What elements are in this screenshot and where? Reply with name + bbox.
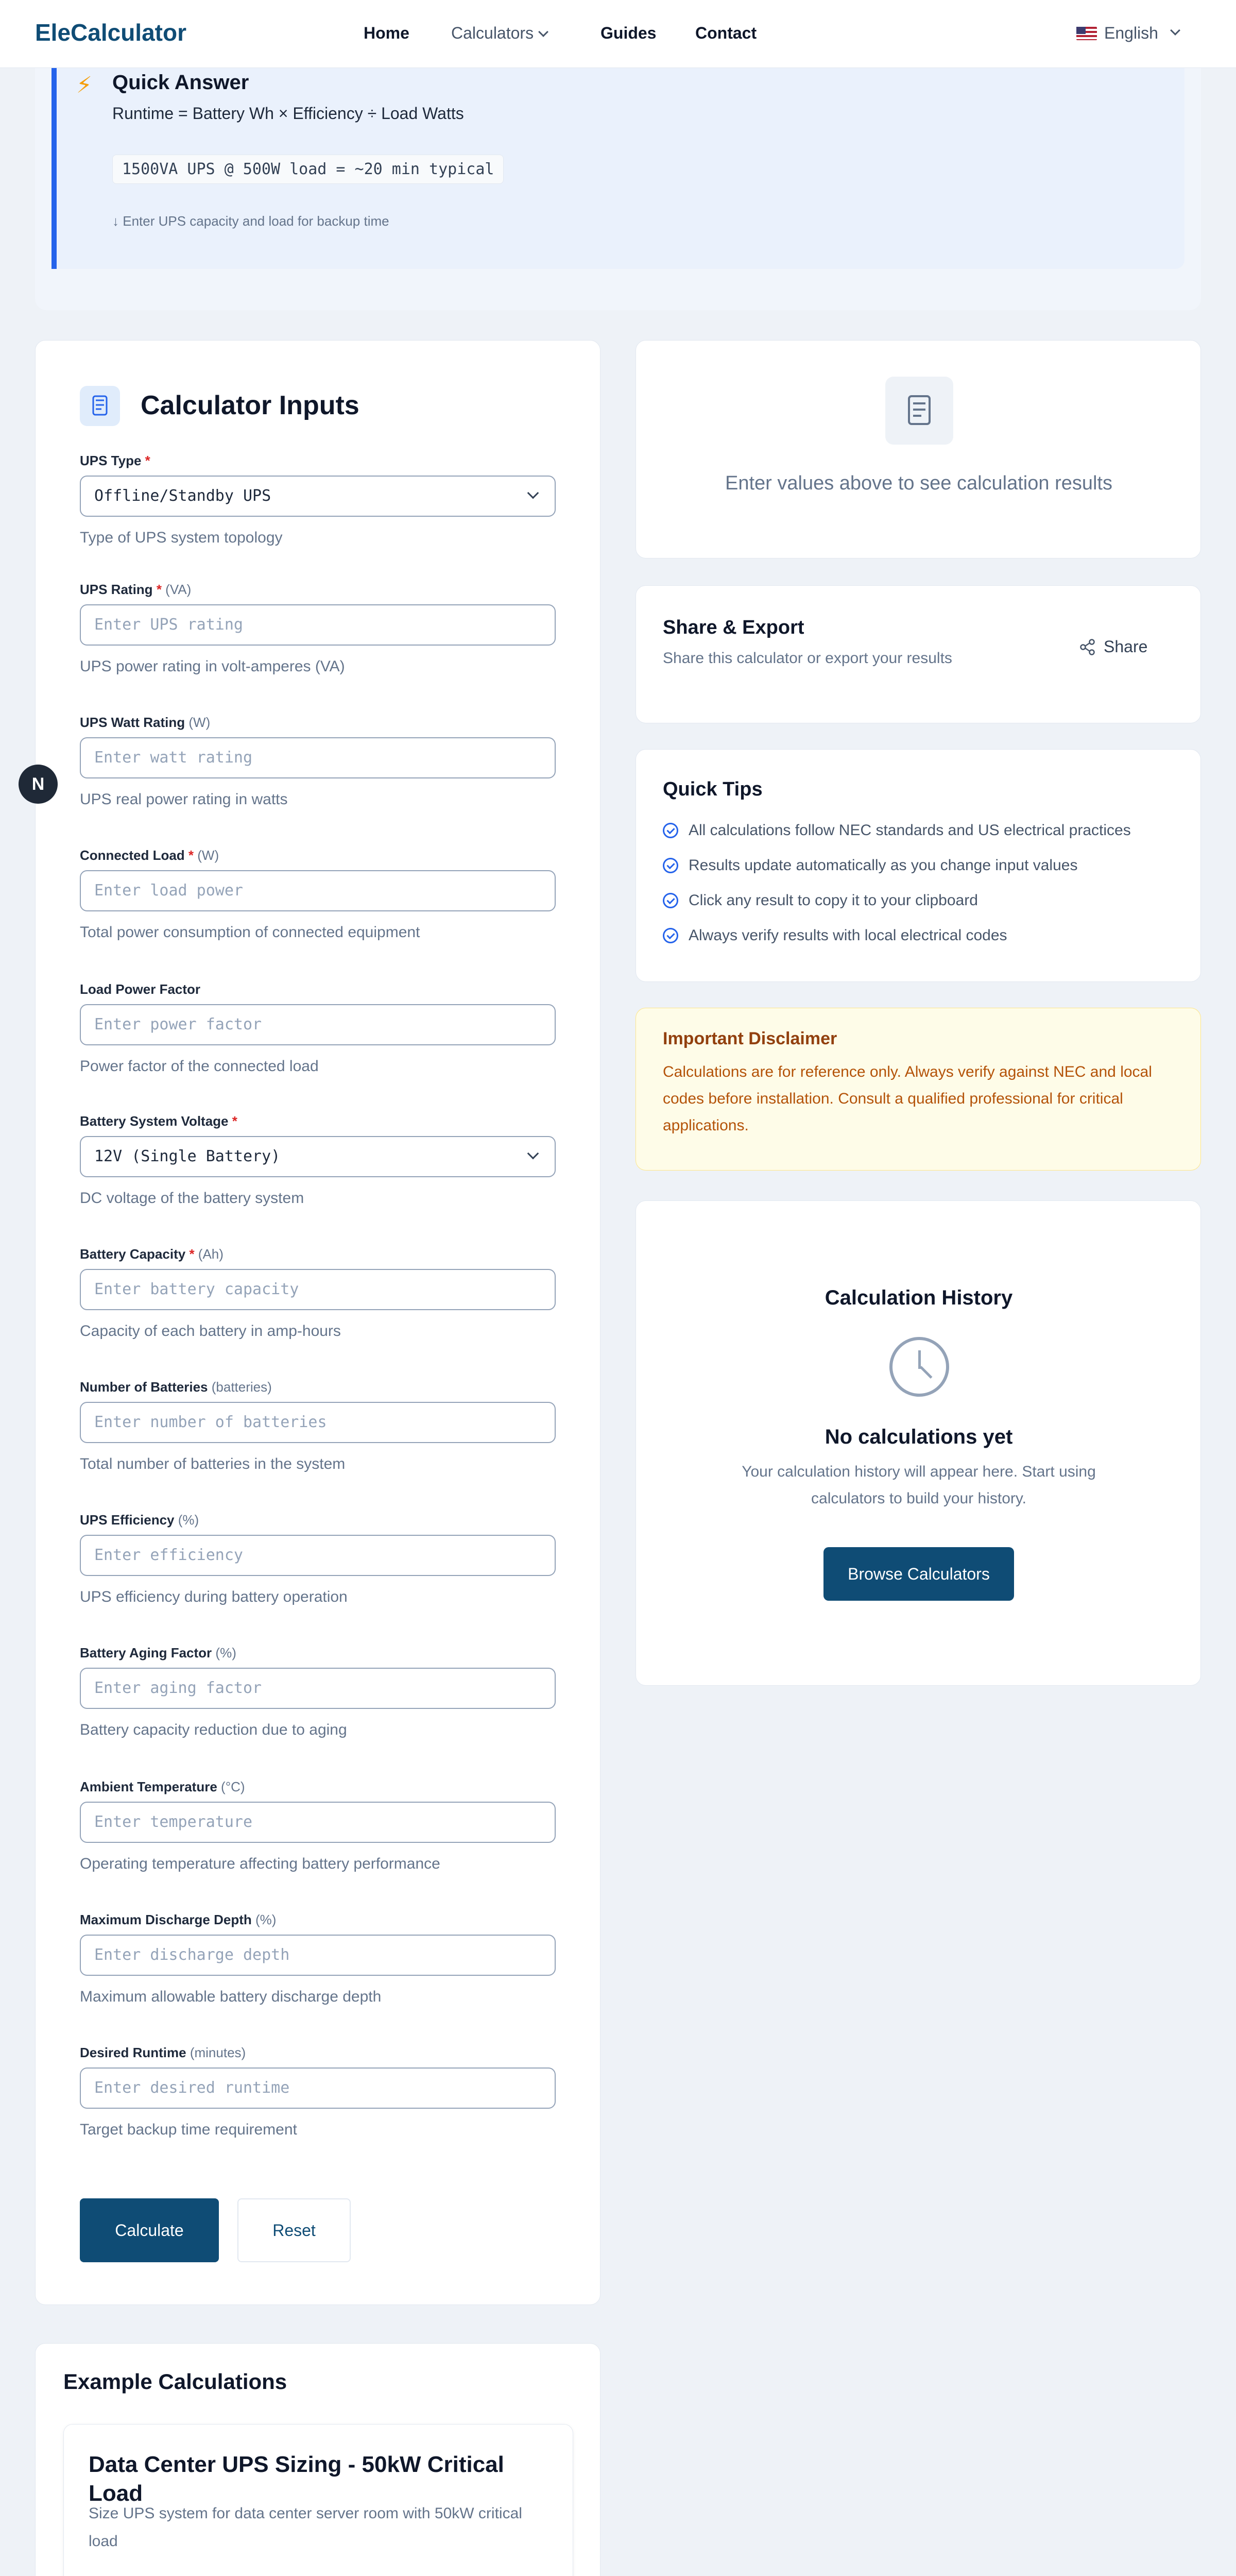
calculator-icon — [80, 386, 120, 426]
field-label-text: Desired Runtime — [80, 2045, 186, 2060]
field-label — [80, 848, 219, 863]
field-label-text: UPS Rating — [80, 582, 153, 597]
nav-home[interactable]: Home — [364, 24, 409, 42]
share-export-card — [636, 585, 1201, 723]
field-label — [80, 1512, 199, 1528]
tip-text: Results update automatically as you change input values — [689, 857, 1078, 874]
field-help-text: Operating temperature affecting battery performance — [80, 1855, 440, 1872]
language-label: English — [1104, 24, 1158, 42]
field-label — [80, 1645, 236, 1661]
input-field[interactable] — [80, 1004, 556, 1045]
results-empty-text: Enter values above to see calculation results — [725, 472, 1112, 494]
field-unit: (W) — [197, 848, 219, 863]
nav-contact[interactable]: Contact — [695, 24, 757, 42]
share-icon — [1079, 638, 1096, 656]
field-label-text: UPS Efficiency — [80, 1512, 175, 1528]
input-placeholder: Enter temperature — [94, 1813, 253, 1831]
field-label-text: UPS Type — [80, 453, 142, 468]
input-field[interactable] — [80, 737, 556, 778]
calculator-inputs-card — [35, 340, 600, 2305]
field-help-text: UPS real power rating in watts — [80, 791, 288, 808]
tip-item — [663, 892, 978, 909]
required-marker: * — [188, 848, 194, 863]
field-label — [80, 981, 200, 997]
field-label-text: Maximum Discharge Depth — [80, 1912, 252, 1927]
quick-answer-formula: Runtime = Battery Wh × Efficiency ÷ Load Watts — [112, 104, 464, 123]
select-value: 12V (Single Battery) — [94, 1147, 281, 1165]
field-unit: (%) — [178, 1512, 199, 1528]
us-flag-icon — [1076, 27, 1097, 40]
disclaimer-card — [636, 1008, 1201, 1171]
check-circle-icon — [663, 928, 678, 943]
input-placeholder: Enter UPS rating — [94, 616, 243, 634]
field-unit: (Ah) — [198, 1246, 224, 1262]
field-help-text: DC voltage of the battery system — [80, 1190, 304, 1207]
field-help-text: Maximum allowable battery discharge depth — [80, 1988, 382, 2005]
field-help-text: Capacity of each battery in amp-hours — [80, 1323, 341, 1340]
chevron-down-icon — [1170, 25, 1180, 36]
field-label-text: Battery System Voltage — [80, 1113, 229, 1129]
quick-answer-title: Quick Answer — [112, 71, 249, 94]
check-circle-icon — [663, 823, 678, 838]
history-empty-desc: Your calculation history will appear here. Start using calculators to build your history. — [742, 1463, 1096, 1507]
chevron-down-icon — [527, 487, 539, 499]
example-description: Size UPS system for data center server room with 50kW critical load — [89, 2505, 522, 2550]
input-placeholder: Enter aging factor — [94, 1679, 262, 1697]
field-label — [80, 1912, 276, 1928]
field-unit: (W) — [188, 715, 211, 730]
field-label — [80, 582, 191, 598]
field-label — [80, 1113, 237, 1129]
share-button[interactable] — [1079, 637, 1147, 656]
chevron-down-icon — [538, 27, 548, 37]
calculator-inputs-title: Calculator Inputs — [141, 391, 359, 420]
field-help-text: Target backup time requirement — [80, 2121, 297, 2138]
share-title: Share & Export — [663, 617, 804, 638]
input-field[interactable] — [80, 870, 556, 911]
required-marker: * — [232, 1113, 237, 1129]
browse-calculators-button[interactable]: Browse Calculators — [823, 1547, 1014, 1601]
check-circle-icon — [663, 893, 678, 908]
floating-avatar-button[interactable]: N — [19, 765, 58, 804]
clock-icon — [889, 1337, 949, 1397]
calculation-history-card — [636, 1200, 1201, 1686]
tip-item — [663, 822, 1131, 839]
field-unit: (VA) — [165, 582, 192, 597]
select-value: Offline/Standby UPS — [94, 487, 271, 505]
field-help-text: UPS power rating in volt-amperes (VA) — [80, 658, 345, 675]
disclaimer-title: Important Disclaimer — [663, 1029, 837, 1048]
tip-text: All calculations follow NEC standards and US electrical practices — [689, 822, 1131, 839]
language-selector[interactable] — [1076, 24, 1179, 43]
field-unit: (%) — [215, 1645, 236, 1660]
example-calculations-card — [35, 2343, 600, 2576]
input-placeholder: Enter load power — [94, 882, 243, 900]
input-field[interactable] — [80, 1535, 556, 1576]
input-field[interactable] — [80, 1402, 556, 1443]
field-help-text: UPS efficiency during battery operation — [80, 1588, 348, 1605]
site-header — [0, 0, 1236, 68]
field-help-text: Total number of batteries in the system — [80, 1455, 346, 1472]
input-field[interactable] — [80, 604, 556, 646]
site-logo[interactable]: EleCalculator — [35, 19, 186, 46]
nav-calculators[interactable] — [451, 24, 547, 43]
nav-guides[interactable]: Guides — [600, 24, 657, 42]
input-placeholder: Enter power factor — [94, 1015, 262, 1033]
tip-text: Always verify results with local electrical codes — [689, 927, 1007, 944]
field-label-text: Connected Load — [80, 848, 185, 863]
tip-text: Click any result to copy it to your clipboard — [689, 892, 978, 909]
quick-tips-title: Quick Tips — [663, 778, 763, 800]
share-subtitle: Share this calculator or export your results — [663, 650, 952, 667]
field-help-text: Type of UPS system topology — [80, 529, 283, 546]
share-button-label: Share — [1104, 637, 1148, 656]
field-label-text: Ambient Temperature — [80, 1779, 217, 1794]
input-field[interactable] — [80, 1935, 556, 1976]
history-empty-title: No calculations yet — [825, 1426, 1013, 1448]
tip-item — [663, 927, 1007, 944]
lightning-icon: ⚡ — [76, 73, 92, 98]
input-field[interactable] — [80, 1269, 556, 1310]
select-field[interactable] — [80, 476, 556, 517]
field-label — [80, 1379, 272, 1395]
field-label — [80, 715, 210, 731]
select-field[interactable] — [80, 1136, 556, 1177]
tip-item — [663, 857, 1077, 874]
input-placeholder: Enter desired runtime — [94, 2079, 290, 2097]
examples-title: Example Calculations — [63, 2369, 287, 2394]
field-unit: (minutes) — [190, 2045, 246, 2060]
field-label — [80, 2045, 246, 2061]
chevron-down-icon — [527, 1148, 539, 1160]
field-label — [80, 453, 150, 469]
required-marker: * — [156, 582, 162, 597]
input-field[interactable] — [80, 1802, 556, 1843]
quick-tips-card — [636, 749, 1201, 982]
field-help-text: Total power consumption of connected equipment — [80, 924, 420, 941]
field-label-text: Load Power Factor — [80, 981, 201, 997]
required-marker: * — [189, 1246, 195, 1262]
required-marker: * — [145, 453, 150, 468]
field-unit: (°C) — [221, 1779, 245, 1794]
field-help-text: Battery capacity reduction due to aging — [80, 1721, 347, 1738]
input-placeholder: Enter battery capacity — [94, 1280, 299, 1298]
history-title: Calculation History — [825, 1286, 1013, 1309]
document-icon — [885, 377, 953, 445]
quick-answer-example: 1500VA UPS @ 500W load = ~20 min typical — [112, 155, 504, 184]
field-label-text: Battery Aging Factor — [80, 1645, 212, 1660]
field-label-text: Battery Capacity — [80, 1246, 186, 1262]
field-label — [80, 1779, 245, 1795]
field-help-text: Power factor of the connected load — [80, 1058, 319, 1075]
field-label-text: UPS Watt Rating — [80, 715, 185, 730]
calculate-button[interactable]: Calculate — [80, 2198, 219, 2262]
input-placeholder: Enter efficiency — [94, 1546, 243, 1564]
field-label-text: Number of Batteries — [80, 1379, 208, 1395]
disclaimer-text: Calculations are for reference only. Always verify against NEC and local codes before installation. Consult a qualified professional for critical applications. — [663, 1063, 1152, 1134]
field-unit: (batteries) — [211, 1379, 272, 1395]
example-title: Data Center UPS Sizing - 50kW Critical Load — [89, 2452, 504, 2506]
field-unit: (%) — [255, 1912, 277, 1927]
example-item[interactable] — [63, 2424, 573, 2576]
quick-answer-hint: ↓ Enter UPS capacity and load for backup time — [112, 213, 389, 229]
input-field[interactable] — [80, 1668, 556, 1709]
nav-calculators-label: Calculators — [451, 24, 534, 42]
input-placeholder: Enter number of batteries — [94, 1413, 327, 1431]
input-placeholder: Enter watt rating — [94, 749, 253, 767]
input-field[interactable] — [80, 2067, 556, 2109]
check-circle-icon — [663, 858, 678, 873]
input-placeholder: Enter discharge depth — [94, 1946, 290, 1964]
field-label — [80, 1246, 224, 1262]
reset-button[interactable]: Reset — [237, 2198, 351, 2262]
results-card — [636, 340, 1201, 558]
